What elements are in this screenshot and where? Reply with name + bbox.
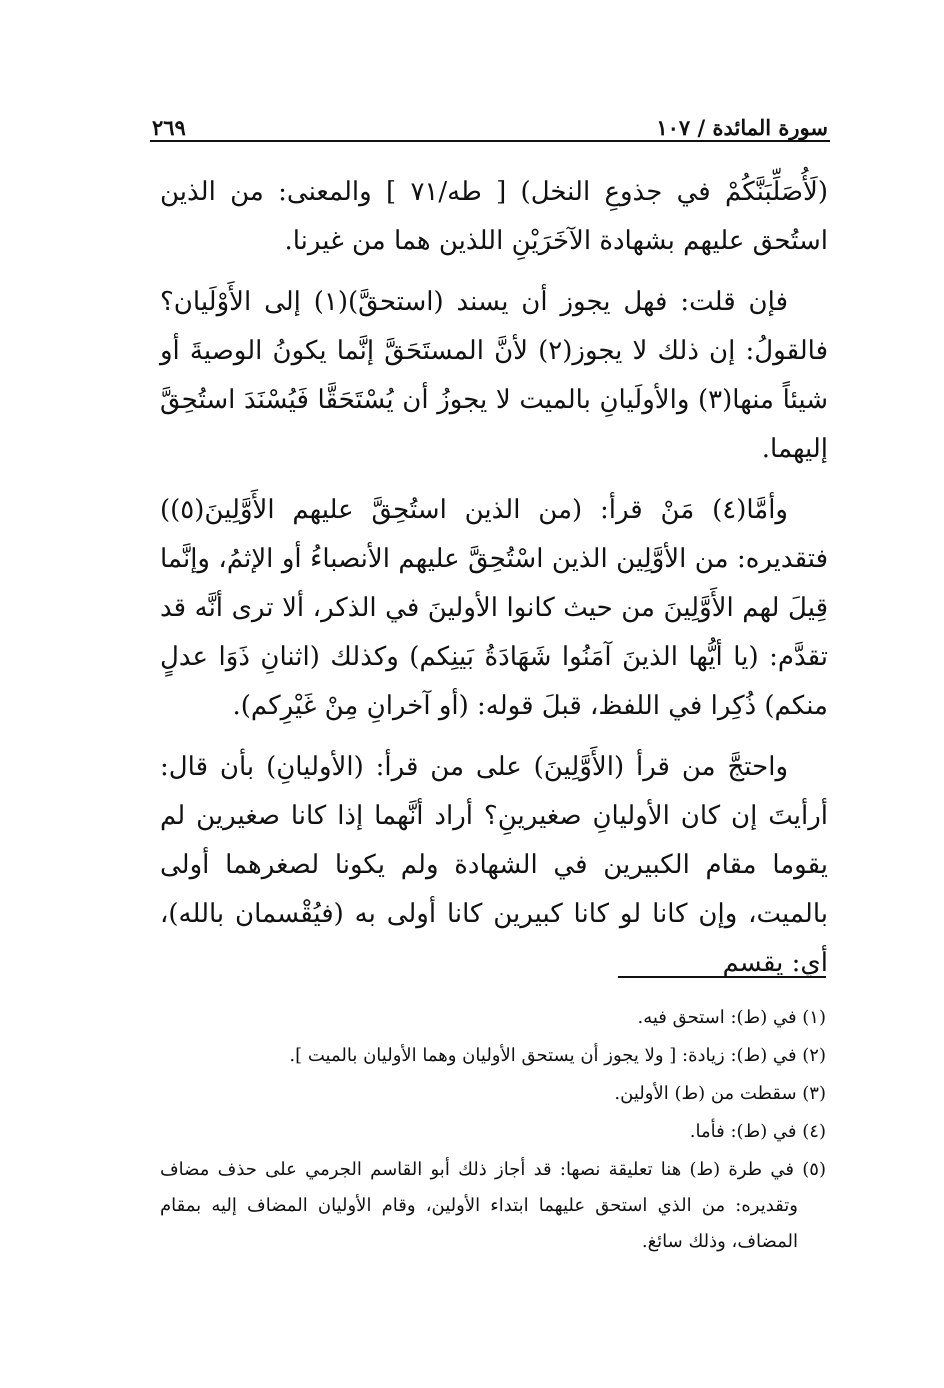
paragraph: وأمَّا(٤) مَنْ قرأ: (من الذين استُحِقَّ عليهم الأَوَّلِينَ(٥)) فتقديره: من الأوَّلِين الذين اسْتُحِقَّ عليهم الأنصباءُ أو الإثمُ، وإنَّما قِيلَ لهم الأَوَّلِينَ من حيث كانوا الأولينَ في الذكر، ألا ترى أنَّه قد تقدَّم: (يا أيُّها الذينَ آمَنُوا شَهَادَةُ بَينِكم) وكذلك (اثنانِ ذَوَا عدلٍ منكم) ذُكِرا في اللفظ، قبلَ قوله: (أو آخرانِ مِنْ غَيْرِكم). xyxy=(160,495,828,721)
footnote: (٥) في طرة (ط) هنا تعليقة نصها: قد أجاز ذلك أبو القاسم الجرمي على حذف مضاف وتقديره: من الذي استحق عليهما ابتداء الأولين، وقام الأوليان المضاف إليه بمقام المضاف، وذلك سائغ. xyxy=(160,1159,826,1252)
footnotes xyxy=(160,1000,826,1262)
paragraph: واحتجَّ من قرأ (الأَوَّلِينَ) على من قرأ: (الأوليانِ) بأن قال: أرأيتَ إن كان الأوليانِ صغيرينِ؟ أراد أنَّهما إذا كانا صغيرين لم يقوما مقام الكبيرين في الشهادة ولم يكونا لصغرهما أولى بالميت، وإن كانا لو كانا كبيرين كانا أولى به (فيُقْسمان بالله)، أي: يقسم xyxy=(160,752,828,978)
running-header xyxy=(152,104,828,140)
footnote-separator xyxy=(618,976,826,978)
main-text xyxy=(160,168,828,1000)
footnote: (٢) في (ط): زيادة: [ ولا يجوز أن يستحق الأوليان وهما الأوليان بالميت ]. xyxy=(289,1045,826,1066)
footnote: (١) في (ط): استحق فيه. xyxy=(637,1007,826,1028)
footnote: (٤) في (ط): فأما. xyxy=(689,1121,826,1142)
surah-reference: سورة المائدة / ١٠٧ xyxy=(656,115,828,140)
header-rule xyxy=(150,140,830,142)
page-number: ٢٦٩ xyxy=(152,115,186,140)
paragraph: (لَأُصَلِّبَنَّكُمْ في جذوعِ النخل) [ طه/٧١ ] والمعنى: من الذين استُحق عليهم بشهادة الآخَرَيْنِ اللذين هما من غيرنا. xyxy=(160,177,828,256)
paragraph: فإن قلت: فهل يجوز أن يسند (استحقَّ)(١) إلى الأَوْلَيان؟ فالقولُ: إن ذلك لا يجوز(٢) لأنَّ المستَحَقَّ إنَّما يكونُ الوصيةَ أو شيئاً منها(٣) والأولَيانِ بالميت لا يجوزُ أن يُسْتَحَقَّا فَيُسْنَدَ استُحِقَّ إليهما. xyxy=(160,287,829,464)
footnote: (٣) سقطت من (ط) الأولين. xyxy=(614,1083,826,1104)
